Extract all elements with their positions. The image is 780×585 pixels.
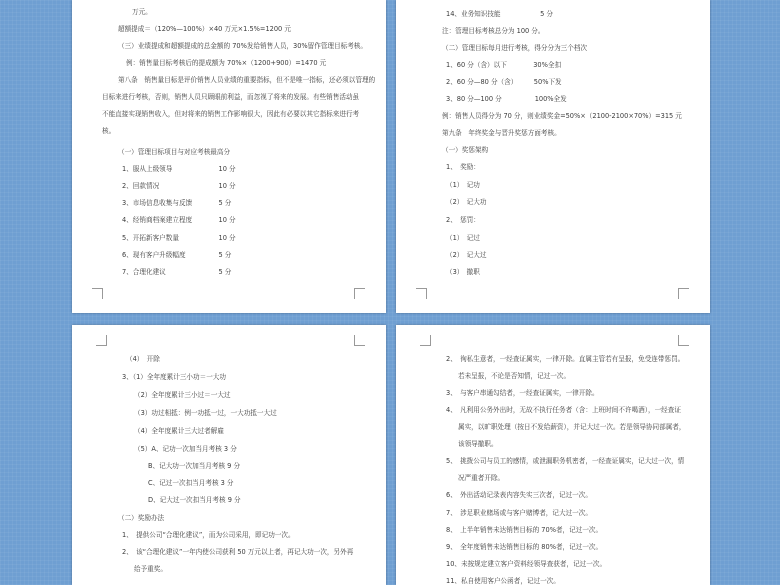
margin-corner-mark [678, 335, 689, 346]
margin-corner-mark [92, 288, 103, 299]
text-line: （5）A、记功一次加当月考核 3 分 [134, 445, 237, 453]
text-line: C、记过一次扣当月考核 3 分 [148, 479, 234, 487]
text-line: 5、开拓新客户数量 10 分 [122, 234, 236, 242]
text-line: 例：销售人员得分为 70 分，则业绩奖金=50%×（2100-2100×70%）=315 元 [442, 112, 682, 120]
text-line: 14、业务知识技能 5 分 [446, 10, 553, 18]
text-line: 3、市场信息收集与反馈 5 分 [122, 199, 232, 207]
text-line: 1、 奖励： [446, 163, 480, 171]
text-line: 万元。 [132, 8, 152, 16]
text-line: 属实，以旷职处理（按日不发给薪资），并记大过一次。若是领导协同部属者， [458, 423, 686, 431]
text-line: 该领导撤职。 [458, 440, 498, 448]
text-line: （一）管理目标项目与对应考核最高分 [118, 148, 231, 156]
text-line: 2、 该“合理化建议”一年内使公司获利 50 万元以上者，再记大功一次，另外再 [122, 548, 354, 556]
margin-corner-mark [678, 288, 689, 299]
text-line: 不能直接实现销售收入，但对将来的销售工作影响很大，因此有必要以其它指标来进行考 [102, 110, 360, 118]
text-line: 6、 外出活动记录表内容失实三次者，记过一次。 [446, 491, 592, 499]
document-page-3 [72, 325, 386, 585]
margin-corner-mark [96, 335, 107, 346]
text-line: （2） 记大过 [446, 251, 487, 259]
margin-corner-mark [420, 335, 431, 346]
text-line: 11、私自使用客户公函者，记过一次。 [446, 577, 560, 585]
text-line: 5、 挑拨公司与员工的感情，或泄漏职务机密者，一经查证属实，记大过一次，情 [446, 457, 685, 465]
document-page-1 [72, 0, 386, 313]
text-line: 7、 涉足职业赌场或与客户赌博者，记大过一次。 [446, 509, 592, 517]
text-line: （2） 记大功 [446, 198, 487, 206]
text-line: 2、60 分—80 分（含） 50%下发 [446, 78, 562, 86]
text-line: 10、未按规定建立客户资料经领导查获者，记过一次。 [446, 560, 607, 568]
text-line: B、记大功一次加当月考核 9 分 [148, 462, 241, 470]
margin-corner-mark [354, 335, 365, 346]
text-line: 4、 凡利用公务外出时，无故不执行任务者（含：上班时间不许喝酒），一经查证 [446, 406, 681, 414]
text-line: 6、现有客户升级幅度 5 分 [122, 251, 232, 259]
text-line: 2、回款情况 10 分 [122, 182, 236, 190]
text-line: 9、 全年度销售未达销售目标的 80%者，记过一次。 [446, 543, 603, 551]
text-line: （1） 记功 [446, 181, 480, 189]
text-line: 8、 上半年销售未达销售目标的 70%者，记过一次。 [446, 526, 603, 534]
text-line: 1、 提供公司“合理化建议”，而为公司采用，即记功一次。 [122, 531, 295, 539]
text-line: 况严重者开除。 [458, 474, 505, 482]
text-line: 超额提成＝（120%—100%）×40 万元×1.5%=1200 元 [118, 25, 291, 33]
text-line: 第九条 年终奖金与晋升奖惩方面考核。 [442, 129, 561, 137]
text-line: 3、 与客户串通勾结者，一经查证属实，一律开除。 [446, 389, 599, 397]
document-page-4 [396, 325, 710, 585]
text-line: 2、 惩罚： [446, 216, 480, 224]
margin-corner-mark [416, 288, 427, 299]
text-line: 1、60 分（含）以下 30%全扣 [446, 61, 562, 69]
text-line: 给予重奖。 [134, 565, 167, 573]
text-line: （二）管理目标每月进行考核，得分分为三个档次 [442, 44, 588, 52]
text-line: （4） 开除 [126, 355, 160, 363]
text-line: 3、80 分—100 分 100%全发 [446, 95, 567, 103]
text-line: （一）奖惩架构 [442, 146, 489, 154]
text-line: D、记大过一次扣当月考核 9 分 [148, 496, 241, 504]
text-line: 第八条 销售量目标是评价销售人员业绩的重要指标，但不是唯一指标，还必须以管理的 [118, 76, 376, 84]
text-line: （3）功过相抵：例一功抵一过，一大功抵一大过 [134, 409, 277, 417]
margin-corner-mark [354, 288, 365, 299]
text-line: 2、 徇私生意者，一经查证属实，一律开除。直属主管若有呈报，免受连带惩罚。 [446, 355, 685, 363]
text-line: （1） 记过 [446, 234, 480, 242]
text-line: 4、经销商档案建立程度 10 分 [122, 216, 236, 224]
text-line: 7、合理化建议 5 分 [122, 268, 232, 276]
text-line: （4）全年度累计三大过者解雇 [134, 427, 224, 435]
text-line: （三）业绩提成和超额提成的总金额的 70%发给销售人员，30%留作管理目标考核。 [118, 42, 367, 50]
text-line: 注：管理目标考核总分为 100 分。 [442, 27, 545, 35]
document-page-2 [396, 0, 710, 313]
text-line: 3、（1）全年度累计三小功＝一大功 [122, 373, 226, 381]
text-line: 目标来进行考核，否则，销售人员只顾眼前利益，而忽视了将来的发展。有些销售活动虽 [102, 93, 360, 101]
text-line: （二）奖励办法 [118, 514, 165, 522]
text-line: （2）全年度累计三小过＝一大过 [134, 391, 231, 399]
text-line: 例：销售量目标考核后的提成额为 70%×（1200+900）=1470 元 [126, 59, 327, 67]
text-line: 若未呈报，不论是否知情，记过一次。 [458, 372, 571, 380]
text-line: 1、服从上级领导 10 分 [122, 165, 236, 173]
text-line: 核。 [102, 127, 116, 135]
text-line: （3） 撤职 [446, 268, 480, 276]
